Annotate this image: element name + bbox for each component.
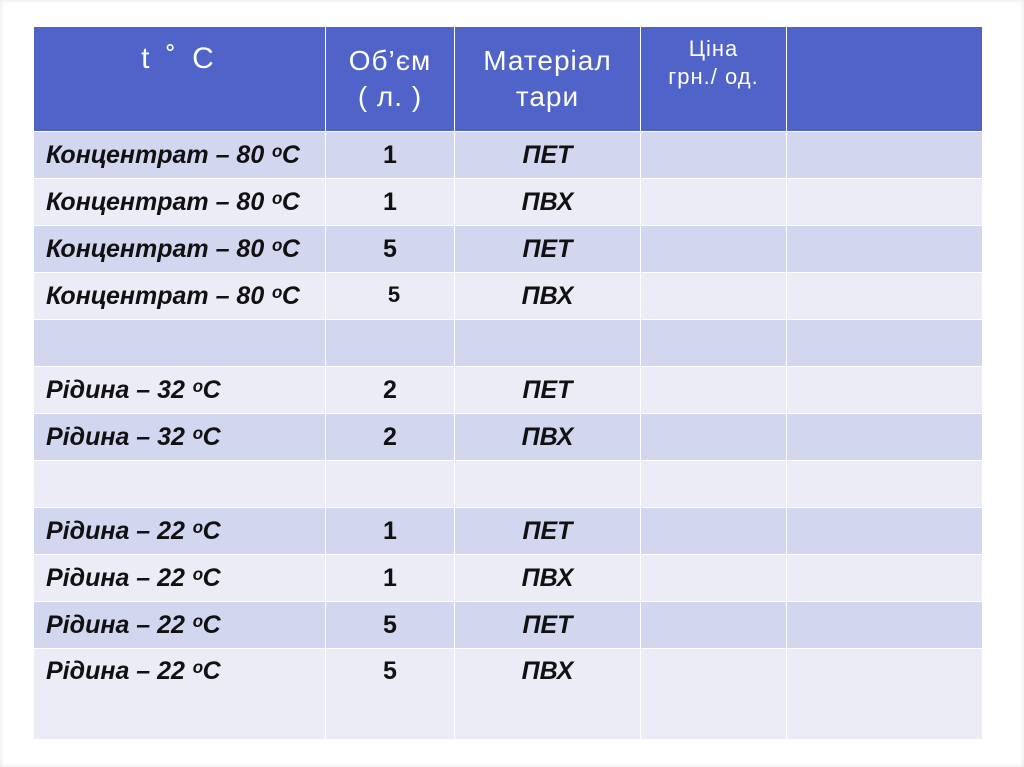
cell-volume: 1: [326, 508, 455, 555]
cell-volume: [326, 461, 455, 508]
cell-material: ПВХ: [455, 414, 641, 461]
header-volume-line1: Об’єм: [348, 45, 432, 76]
cell-price: [641, 132, 787, 179]
cell-material: ПВХ: [455, 649, 641, 740]
cell-product: Рідина – 32 ᵒС: [34, 367, 326, 414]
header-material-line1: Матеріал: [483, 45, 612, 76]
cell-product: [34, 461, 326, 508]
header-price-line2: грн./ од.: [668, 64, 759, 89]
cell-extra: [787, 508, 983, 555]
cell-volume: 2: [326, 367, 455, 414]
cell-material: ПВХ: [455, 273, 641, 320]
table-row: [34, 179, 983, 226]
cell-volume: 2: [326, 414, 455, 461]
cell-extra: [787, 461, 983, 508]
table-row: [34, 649, 983, 740]
header-volume-line2: ( л. ): [357, 81, 423, 112]
cell-material: ПЕТ: [455, 508, 641, 555]
cell-material: [455, 320, 641, 367]
header-price-line1: Ціна: [688, 36, 739, 61]
cell-extra: [787, 555, 983, 602]
cell-product: Рідина – 22 ᵒС: [34, 602, 326, 649]
cell-volume: [326, 273, 455, 320]
cell-volume: [326, 320, 455, 367]
cell-product: [34, 320, 326, 367]
cell-extra: [787, 602, 983, 649]
table-row-empty: [34, 320, 983, 367]
cell-volume: 1: [326, 555, 455, 602]
cell-price: [641, 649, 787, 740]
cell-product: Концентрат – 80 ᵒС: [34, 273, 326, 320]
cell-extra: [787, 179, 983, 226]
table-row-empty: [34, 461, 983, 508]
header-row: [34, 27, 983, 132]
cell-extra: [787, 273, 983, 320]
table-row: [34, 555, 983, 602]
table-row: [34, 226, 983, 273]
cell-volume: 1: [326, 179, 455, 226]
cell-product: Концентрат – 80 ᵒС: [34, 132, 326, 179]
table-row: [34, 508, 983, 555]
cell-price: [641, 226, 787, 273]
cell-volume: 5: [326, 226, 455, 273]
header-extra: [787, 27, 983, 132]
cell-extra: [787, 367, 983, 414]
cell-price: [641, 320, 787, 367]
cell-price: [641, 555, 787, 602]
cell-product: Рідина – 22 ᵒС: [34, 555, 326, 602]
cell-extra: [787, 649, 983, 740]
cell-material: ПЕТ: [455, 226, 641, 273]
cell-price: [641, 602, 787, 649]
cell-extra: [787, 226, 983, 273]
cell-extra: [787, 320, 983, 367]
cell-extra: [787, 132, 983, 179]
cell-volume: 1: [326, 132, 455, 179]
cell-price: [641, 273, 787, 320]
table-row: [34, 132, 983, 179]
cell-extra: [787, 414, 983, 461]
cell-price: [641, 179, 787, 226]
cell-product: Рідина – 22 ᵒС: [34, 508, 326, 555]
cell-price: [641, 414, 787, 461]
cell-volume: 5: [326, 649, 455, 740]
cell-volume-value: 5: [387, 281, 401, 307]
cell-product: Концентрат – 80 ᵒС: [34, 226, 326, 273]
cell-product: Рідина – 22 ᵒС: [34, 649, 326, 740]
header-volume: [326, 27, 455, 132]
table-row: [34, 414, 983, 461]
cell-price: [641, 508, 787, 555]
cell-price: [641, 461, 787, 508]
cell-product: Рідина – 32 ᵒС: [34, 414, 326, 461]
header-material-line2: тари: [515, 81, 580, 112]
header-temperature: t ˚ C: [34, 27, 326, 132]
cell-material: ПЕТ: [455, 132, 641, 179]
price-table: [33, 26, 983, 740]
table-body: [34, 132, 983, 740]
table-header: [34, 27, 983, 132]
table-row: [34, 273, 983, 320]
header-material: [455, 27, 641, 132]
cell-material: ПВХ: [455, 555, 641, 602]
cell-material: ПЕТ: [455, 602, 641, 649]
cell-volume: 5: [326, 602, 455, 649]
cell-material: ПЕТ: [455, 367, 641, 414]
cell-material: ПВХ: [455, 179, 641, 226]
cell-product: Концентрат – 80 ᵒС: [34, 179, 326, 226]
header-price: [641, 27, 787, 132]
cell-material: [455, 461, 641, 508]
cell-price: [641, 367, 787, 414]
table-row: [34, 367, 983, 414]
table-row: [34, 602, 983, 649]
